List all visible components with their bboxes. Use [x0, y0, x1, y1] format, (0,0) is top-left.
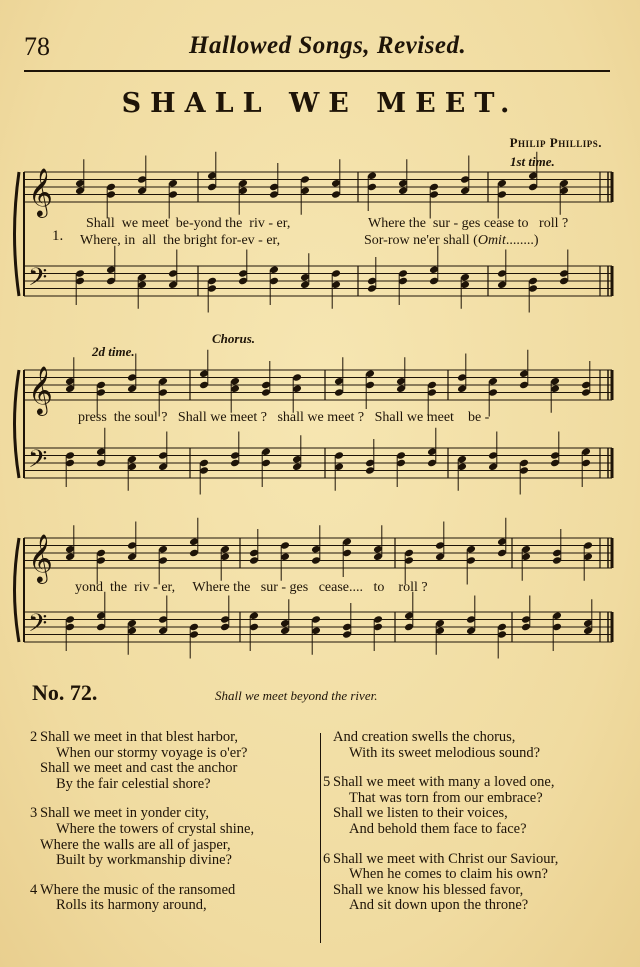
stanza-text: Shall we meet in that blest harbor, — [40, 729, 238, 745]
verse-line — [30, 853, 254, 869]
page-number: 78 — [24, 32, 50, 61]
stanza-text: Rolls its harmony around, — [56, 897, 207, 914]
omit-mark: Omit — [477, 233, 506, 248]
verse-line — [30, 761, 254, 777]
verse-line — [30, 838, 254, 854]
stanza-text: Shall we know his blessed favor, — [333, 881, 524, 898]
stanza-text: By the fair celestial shore? — [56, 775, 211, 792]
composer-credit: Philip Phillips. — [509, 135, 602, 150]
verse-line — [323, 746, 558, 762]
system-brace — [15, 538, 20, 642]
stanza-text: When he comes to claim his own? — [349, 866, 548, 883]
stanza-number: 6 — [323, 850, 331, 867]
verse-line — [323, 775, 558, 791]
verse-line — [323, 867, 558, 883]
stanza-text: Where the towers of crystal shine, — [56, 820, 255, 837]
stanza-number: 2 — [30, 729, 38, 745]
stanza-text: Shall we meet in yonder city, — [40, 805, 209, 822]
stanza-text: Shall we meet with Christ our Saviour, — [333, 850, 559, 867]
verse-line — [323, 898, 558, 914]
stanza-text: Where the music of the ransomed — [40, 881, 236, 898]
stanza-text: And sit down upon the throne? — [349, 897, 529, 914]
clef-glyph: 𝄞 — [28, 365, 53, 414]
system-brace — [15, 370, 20, 478]
verse-line — [323, 791, 558, 807]
stanza-number: 5 — [323, 774, 331, 791]
verses-right-column — [323, 730, 558, 914]
system-brace — [15, 172, 20, 296]
lyric-line-1a: Shall we meet be-yond the riv - er, — [86, 216, 291, 231]
stanza-gap — [30, 792, 254, 806]
verse-line — [30, 822, 254, 838]
lyric-line-2a: Where, in all the bright for-ev - er, — [80, 233, 281, 248]
verse-line — [30, 746, 254, 762]
lyric-line-2b — [364, 233, 539, 249]
clef-glyph: 𝄞 — [28, 167, 53, 216]
clef-glyph: 𝄞 — [28, 533, 53, 582]
clef-glyph: 𝄢 — [28, 263, 48, 298]
stanza-text: Built by workmanship divine? — [56, 852, 232, 869]
verse-line — [323, 806, 558, 822]
verse-line — [30, 777, 254, 793]
verse-line — [323, 822, 558, 838]
verse-line — [30, 806, 254, 822]
verse-line — [30, 898, 254, 914]
stanza-gap — [30, 869, 254, 883]
lyric-system-2: press the soul ? Shall we meet ? shall we meet ? Shall we meet be - — [78, 410, 490, 425]
song-title: SHALL WE MEET. — [121, 88, 519, 119]
stanza-text: That was torn from our embrace? — [349, 789, 543, 806]
stanza-text: And creation swells the chorus, — [333, 729, 516, 745]
verse-number: 1. — [52, 228, 64, 244]
second-time-marking: 2d time. — [92, 344, 135, 359]
clef-glyph: 𝄢 — [28, 445, 48, 480]
verse-line — [323, 883, 558, 899]
stanza-text: And behold them face to face? — [349, 820, 527, 837]
clef-glyph: 𝄢 — [28, 609, 48, 644]
running-title: Hallowed Songs, Revised. — [189, 32, 467, 59]
first-time-marking: 1st time. — [510, 154, 555, 169]
lyric-line-1b: Where the sur - ges cease to roll ? — [368, 216, 569, 231]
stanza-gap — [323, 761, 558, 775]
verse-line — [30, 730, 254, 746]
stanza-gap — [323, 838, 558, 852]
lyric-line-2c-text: ........) — [505, 233, 539, 248]
stanza-text: Shall we meet and cast the anchor — [40, 760, 238, 777]
stanza-text: Where the walls are all of jasper, — [40, 836, 231, 853]
stanza-text: Shall we listen to their voices, — [333, 805, 508, 822]
stanza-number: 4 — [30, 881, 38, 898]
stanza-text: When our stormy voyage is o'er? — [56, 744, 248, 761]
hymn-subtitle: Shall we meet beyond the river. — [215, 688, 378, 703]
verse-line — [323, 730, 558, 746]
lyric-system-3: yond the riv - er, Where the sur - ges cease.... to roll ? — [75, 580, 428, 595]
verse-line — [323, 852, 558, 868]
column-divider — [320, 733, 321, 943]
stanza-text: With its sweet melodious sound? — [349, 744, 541, 761]
lyric-line-2b-text: Sor-row ne'er shall ( — [364, 233, 478, 248]
stanza-text: Shall we meet with many a loved one, — [333, 774, 555, 791]
stanza-number: 3 — [30, 805, 38, 822]
chorus-marking: Chorus. — [212, 331, 255, 346]
hymn-number: No. 72. — [32, 680, 98, 705]
verse-line — [30, 883, 254, 899]
verses-left-column — [30, 730, 254, 914]
